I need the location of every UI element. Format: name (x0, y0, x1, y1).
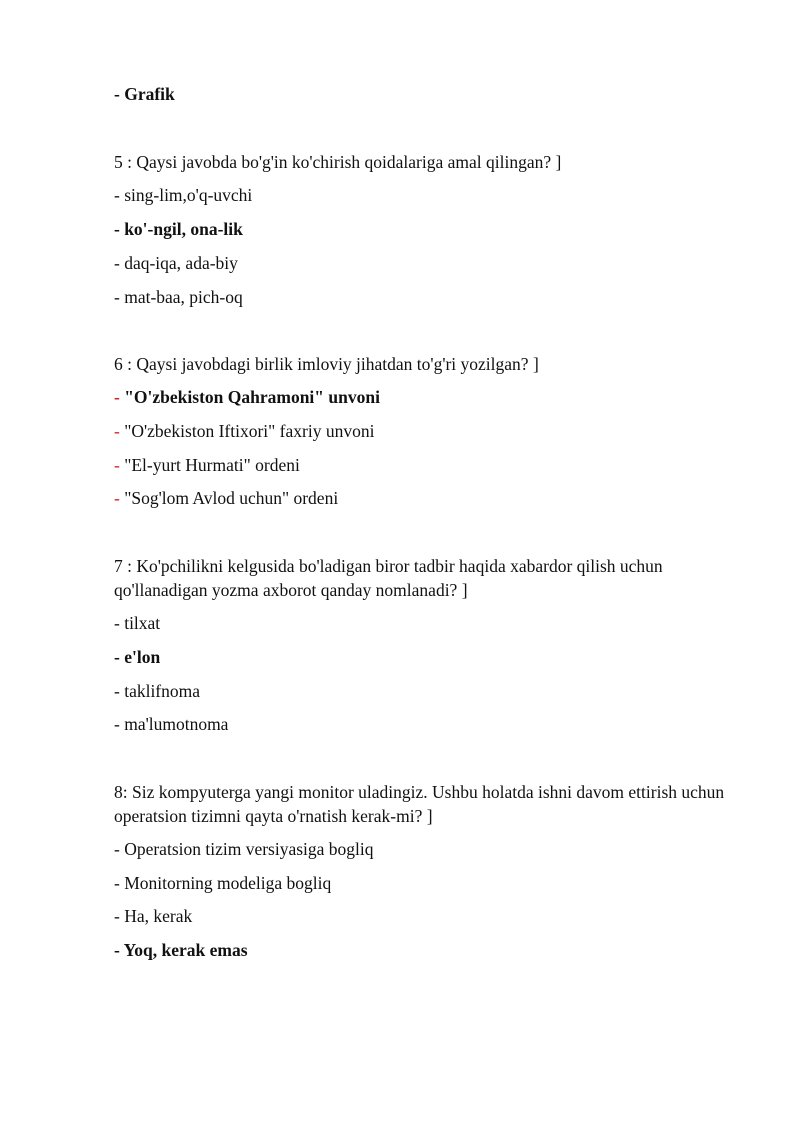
question-8-option-c (114, 905, 192, 927)
question-7-option-a (114, 612, 160, 634)
option-dash: - (114, 185, 125, 205)
option-dash: - (114, 613, 125, 633)
question-5-option-d (114, 286, 243, 308)
option-text: "El-yurt Hurmati" ordeni (124, 455, 300, 475)
question-5-option-c (114, 252, 238, 274)
option-dash: - (114, 714, 125, 734)
option-dash: - (114, 387, 125, 407)
option-text: Yoq, kerak emas (123, 940, 248, 960)
option-dash: - (114, 940, 124, 960)
option-dash: - (114, 253, 125, 273)
option-text: ma'lumotnoma (124, 714, 229, 734)
option-dash: - (114, 906, 125, 926)
option-text: e'lon (124, 647, 161, 667)
question-8-option-a (114, 838, 374, 860)
option-text: mat-baa, pich-oq (124, 287, 243, 307)
option-text: ko'-ngil, ona-lik (124, 219, 243, 239)
option-text: Grafik (124, 84, 175, 104)
option-dash: - (114, 681, 125, 701)
question-5-text: 5 : Qaysi javobda bo'g'in ko'chirish qoidalariga amal qilingan? ] (114, 152, 562, 172)
question-7-option-c (114, 680, 200, 702)
option-text: Monitorning modeliga bogliq (124, 873, 332, 893)
option-dash: - (114, 839, 125, 859)
option-dash: - (114, 421, 125, 441)
option-dash: - (114, 84, 125, 104)
option-text: daq-iqa, ada-biy (124, 253, 238, 273)
option-text: "O'zbekiston Qahramoni" unvoni (124, 387, 380, 407)
question-7-option-d (114, 713, 228, 735)
question-5-option-b-correct (114, 218, 243, 240)
question-8-option-d-correct (114, 939, 248, 961)
option-dash: - (114, 455, 125, 475)
question-6-option-c (114, 454, 300, 476)
option-dash: - (114, 219, 125, 239)
question-8-text: 8: Siz kompyuterga yangi monitor uladingiz. Ushbu holatda ishni davom ettirish uchun operatsion tizimni qayta o'rnatish kerak-mi? ] (114, 782, 725, 826)
option-dash: - (114, 488, 125, 508)
question-7-text: 7 : Ko'pchilikni kelgusida bo'ladigan biror tadbir haqida xabardor qilish uchun qo'llanadigan yozma axborot qanday nomlanadi? ] (114, 556, 663, 600)
option-text: sing-lim,o'q-uvchi (124, 185, 253, 205)
option-text: "Sog'lom Avlod uchun" ordeni (124, 488, 339, 508)
question-8-option-b (114, 872, 331, 894)
question-6-option-a-correct (114, 386, 380, 408)
question-6-option-b (114, 420, 374, 442)
question-6-text: 6 : Qaysi javobdagi birlik imloviy jihatdan to'g'ri yozilgan? ] (114, 354, 539, 374)
prev-answer-option (114, 83, 175, 105)
option-text: "O'zbekiston Iftixori" faxriy unvoni (124, 421, 375, 441)
question-5-option-a (114, 184, 252, 206)
option-dash: - (114, 287, 125, 307)
question-7-option-b-correct (114, 646, 160, 668)
option-text: Operatsion tizim versiyasiga bogliq (124, 839, 374, 859)
option-dash: - (114, 873, 125, 893)
option-text: tilxat (124, 613, 161, 633)
option-dash: - (114, 647, 125, 667)
question-6-option-d (114, 487, 338, 509)
option-text: taklifnoma (124, 681, 201, 701)
option-text: Ha, kerak (124, 906, 193, 926)
